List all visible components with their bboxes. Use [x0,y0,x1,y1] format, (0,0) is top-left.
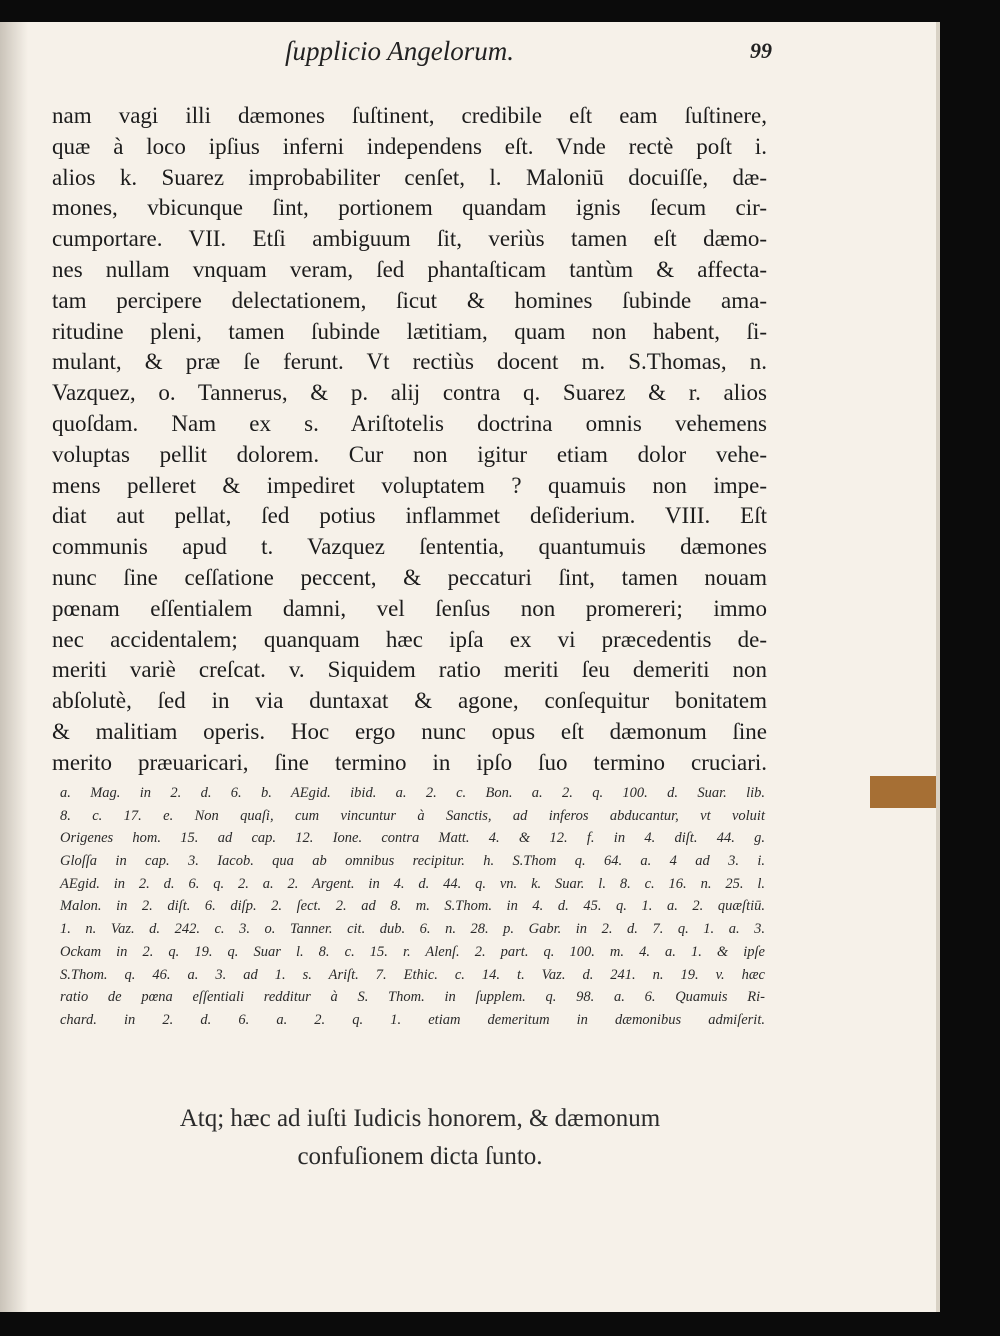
text-line: abſolutè, ſed in via duntaxat & agone, conſequitur bonitatem [52,688,767,714]
text-line: pœnam eſſentialem damni, vel ſenſus non promereri; immo [52,595,767,621]
page-edge [936,22,940,1312]
page-number: 99 [750,38,772,63]
note-line: ratio de pœna eſſentiali redditur à S. Thom. in ſupplem. q. 98. a. 6. Quamuis Ri- [60,989,765,1006]
text-line: nam vagi illi dæmones ſuſtinent, credibile eſt eam ſuſtinere, [52,103,767,128]
text-line: nunc ſine ceſſatione peccent, & peccaturi ſint, tamen nouam [52,564,767,590]
text-line: ritudine pleni, tamen ſubinde lætitiam, quam non habent, ſi- [52,318,767,344]
text-line: tam percipere delectationem, ſicut & homines ſubinde ama- [52,287,767,313]
note-line: S.Thom. q. 46. a. 3. ad 1. s. Ariſt. 7. Ethic. c. 14. t. Vaz. d. 241. n. 19. v. hæc [60,966,765,983]
closing-line: confuſionem dicta ſunto. [297,1143,543,1170]
text-line: merito præuaricari, ſine termino in ipſo ſuo termino cruciari. [52,749,767,775]
closing-line: Atq; hæc ad iuſti Iudicis honorem, & dæmonum [179,1105,661,1132]
note-line: Origenes hom. 15. ad cap. 12. Ione. contra Matt. 4. & 12. f. in 4. diſt. 44. g. [60,830,765,847]
text-line: diat aut pellat, ſed potius inflammet deſiderium. VIII. Eſt [52,503,767,529]
text-line: nec accidentalem; quanquam hæc ipſa ex vi præcedentis de- [52,626,767,652]
text-line: & malitiam operis. Hoc ergo nunc opus eſt dæmonum ſine [52,718,767,744]
note-line: 8. c. 17. e. Non quaſi, cum vincuntur à Sanctis, ad inferos abducantur, vt voluit [60,807,765,824]
text-line: alios k. Suarez improbabiliter cenſet, l. Maloniū docuiſſe, dæ- [52,164,767,190]
text-line: quoſdam. Nam ex s. Ariſtotelis doctrina omnis vehemens [52,410,767,436]
text-line: quæ à loco ipſius inferni independens eſt. Vnde rectè poſt i. [52,133,767,159]
text-line: Vazquez, o. Tannerus, & p. alij contra q. Suarez & r. alios [52,380,767,406]
text-line: voluptas pellit dolorem. Cur non igitur etiam dolor vehe- [52,441,767,467]
text-line: meriti variè creſcat. v. Siquidem ratio meriti ſeu demeriti non [52,657,767,683]
text-line: nes nullam vnquam veram, ſed phantaſticam tantùm & affecta- [52,256,767,282]
note-line: AEgid. in 2. d. 6. q. 2. a. 2. Argent. in 4. d. 44. q. vn. k. Suar. l. 8. c. 16. n. 25. l. [60,875,765,892]
main-text [52,101,767,779]
page-header [0,36,940,76]
note-line: Ockam in 2. q. 19. q. Suar l. 8. c. 15. r. Alenſ. 2. part. q. 100. m. 4. a. 1. & ipſe [60,943,765,960]
text-line: cumportare. VII. Etſi ambiguum ſit, veriùs tamen eſt dæmo- [52,226,767,252]
text-line: mones, vbicunque ſint, portionem quandam ignis ſecum cir- [52,195,767,221]
closing-statement [60,1100,780,1176]
note-line: a. Mag. in 2. d. 6. b. AEgid. ibid. a. 2. c. Bon. a. 2. q. 100. d. Suar. lib. [60,785,765,801]
bookmark-ribbon [870,776,936,808]
note-line: Malon. in 2. diſt. 6. diſp. 2. ſect. 2. ad 8. m. S.Thom. in 4. d. 45. q. 1. a. 2. quæſtiū. [60,898,765,915]
note-line: Gloſſa in cap. 3. Iacob. qua ab omnibus recipitur. h. S.Thom q. 64. a. 4 ad 3. i. [60,853,765,870]
text-line: mulant, & præ ſe ferunt. Vt rectiùs docent m. S.Thomas, n. [52,349,767,375]
running-title: ſupplicio Angelorum. [285,36,514,66]
text-line: communis apud t. Vazquez ſententia, quantumuis dæmones [52,534,767,560]
book-page [0,22,940,1312]
note-line: 1. n. Vaz. d. 242. c. 3. o. Tanner. cit. dub. 6. n. 28. p. Gabr. in 2. d. 7. q. 1. a. 3. [60,921,765,938]
text-line: mens pelleret & impediret voluptatem ? quamuis non impe- [52,472,767,498]
note-line: chard. in 2. d. 6. a. 2. q. 1. etiam demeritum in dæmonibus admiſerit. [60,1011,765,1028]
marginal-notes [60,782,765,1032]
